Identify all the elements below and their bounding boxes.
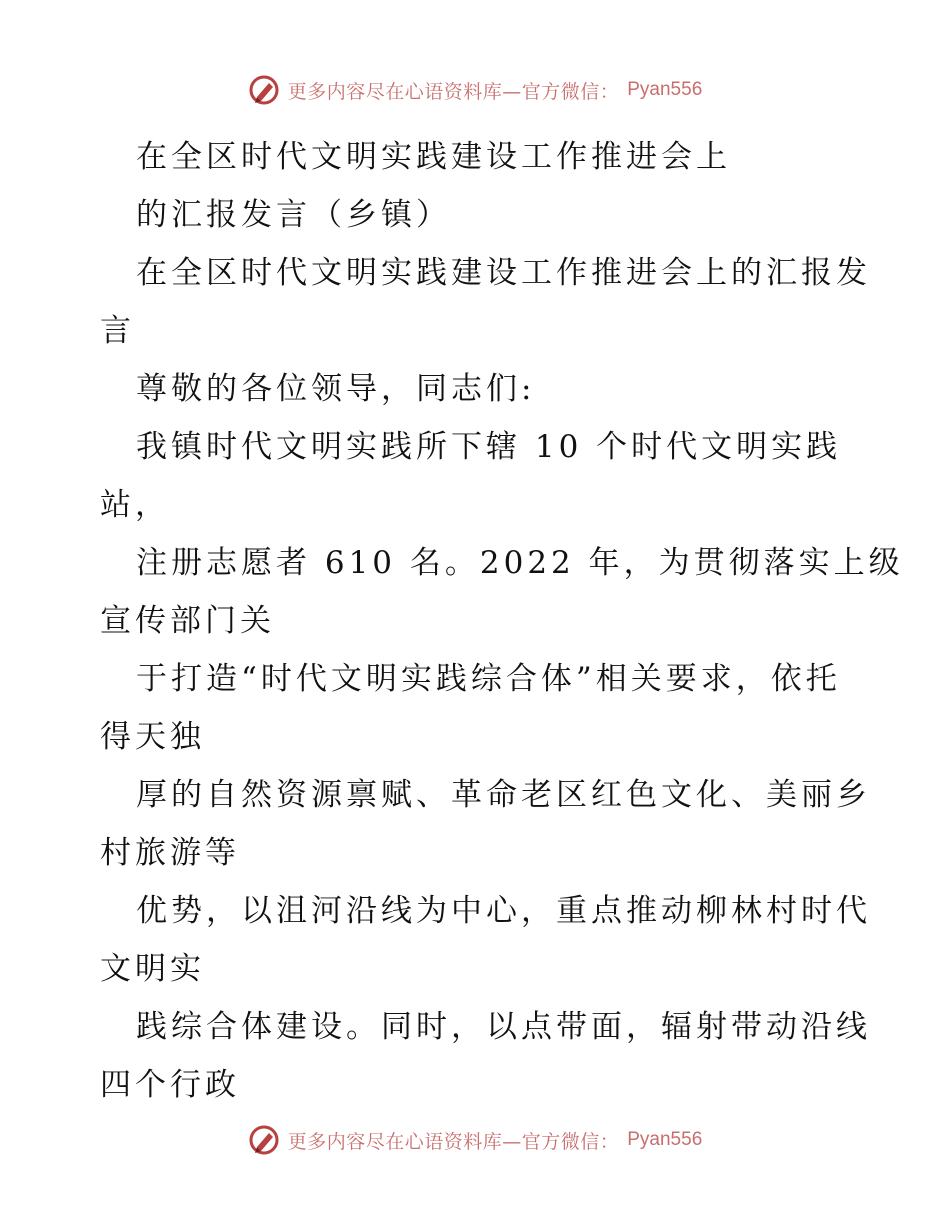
document-line: 言: [100, 313, 135, 349]
document-line: 得天独: [100, 719, 205, 755]
document-line: 在全区时代文明实践建设工作推进会上的汇报发: [136, 255, 871, 291]
document-line: 村旅游等: [100, 835, 240, 871]
document-line: 的汇报发言（乡镇）: [136, 197, 451, 233]
document-line: 在全区时代文明实践建设工作推进会上: [136, 139, 731, 175]
document-line: 践综合体建设。同时，以点带面，辐射带动沿线: [136, 1009, 871, 1045]
document-line: 站，: [100, 487, 170, 523]
watermark-text: 更多内容尽在心语资料库—官方微信：: [287, 80, 620, 103]
document-line: 注册志愿者 610 名。2022 年，为贯彻落实上级: [136, 545, 904, 581]
document-line: 宣传部门关: [100, 603, 275, 639]
document-line: 于打造“时代文明实践综合体”相关要求，依托: [136, 661, 841, 697]
header-watermark: [0, 70, 950, 110]
document-line: 尊敬的各位领导，同志们:: [136, 371, 536, 407]
watermark-text: 更多内容尽在心语资料库—官方微信：: [287, 1130, 620, 1153]
footer-watermark: [0, 1120, 950, 1160]
document-line: 优势，以沮河沿线为中心，重点推动柳林村时代: [136, 893, 871, 929]
document-line: 文明实: [100, 951, 205, 987]
document-line: 我镇时代文明实践所下辖 10 个时代文明实践: [136, 429, 842, 465]
document-line: 四个行政: [100, 1067, 240, 1103]
pen-logo-icon: [248, 74, 280, 106]
document-body: [100, 128, 904, 1114]
watermark-id: Pyan556: [627, 79, 703, 100]
document-line: 厚的自然资源禀赋、革命老区红色文化、美丽乡: [136, 777, 871, 813]
pen-logo-icon: [248, 1124, 280, 1156]
watermark-id: Pyan556: [627, 1129, 703, 1150]
